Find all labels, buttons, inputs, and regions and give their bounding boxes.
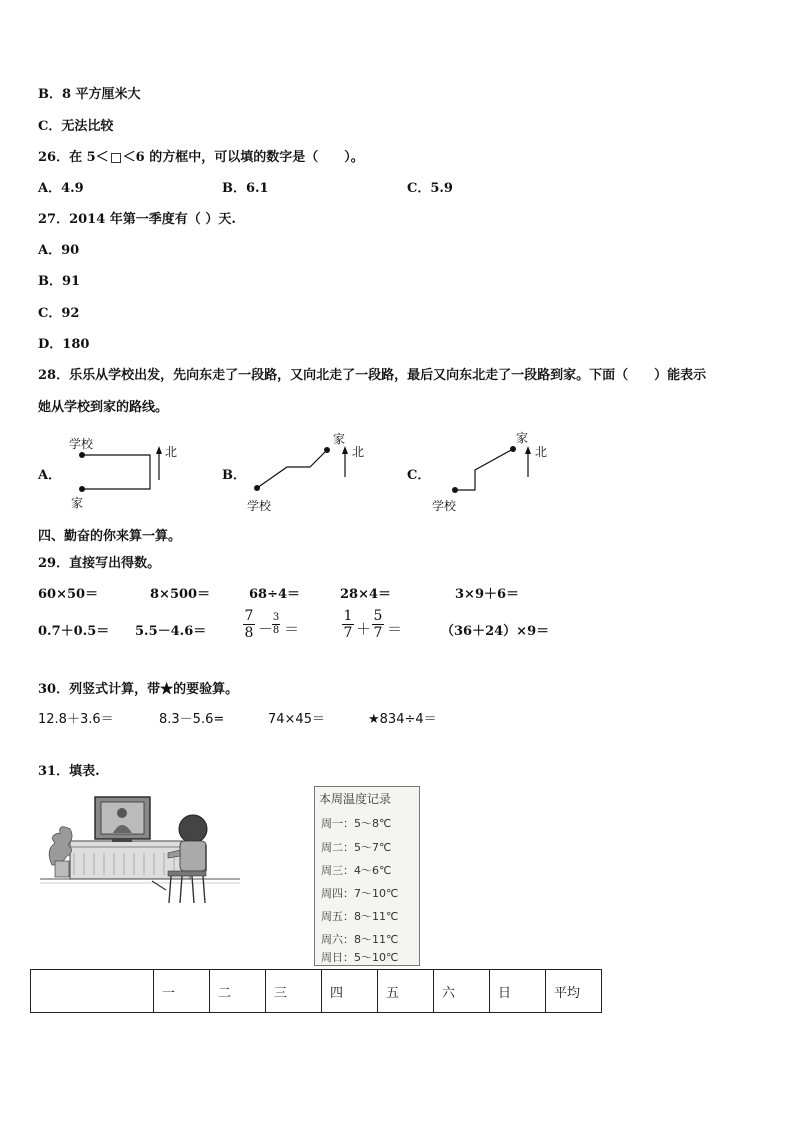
diagram-a-home: 家 bbox=[71, 496, 84, 510]
q28-label-b: B． bbox=[222, 468, 246, 483]
q27-option-a: A．90 bbox=[38, 243, 80, 258]
table-cell-blank[interactable] bbox=[31, 970, 154, 1013]
table-cell-wed: 三 bbox=[266, 970, 322, 1013]
table-cell-tue: 二 bbox=[210, 970, 266, 1013]
child-watching-tv-illustration bbox=[40, 795, 240, 910]
table-cell-average: 平均 bbox=[546, 970, 602, 1013]
temperature-record-card bbox=[314, 786, 420, 966]
diagram-b-north: 北 bbox=[352, 445, 365, 459]
q29-item-10: （36＋24）×9＝ bbox=[441, 624, 550, 639]
fraction-3-8: 3 8 bbox=[272, 612, 280, 636]
q29-stem: 29．直接写出得数。 bbox=[38, 556, 161, 571]
q27-option-c: C．92 bbox=[38, 306, 80, 321]
q28-label-c: C． bbox=[407, 468, 431, 483]
blank-box bbox=[111, 153, 121, 163]
q28-stem-line1: 28．乐乐从学校出发，先向东走了一段路，又向北走了一段路，最后又向东北走了一段路到家。下面（ ）能表示 bbox=[38, 368, 707, 383]
q26-option-b: B．6.1 bbox=[222, 181, 269, 196]
diagram-c-school: 学校 bbox=[432, 499, 457, 513]
q29-item-5: 3×9＋6＝ bbox=[455, 587, 520, 602]
fraction-1-7: 1 7 bbox=[343, 608, 353, 641]
record-row-mon: 周一：5～8℃ bbox=[321, 817, 392, 830]
record-row-tue: 周二：5～7℃ bbox=[321, 841, 392, 854]
temperature-table bbox=[30, 969, 602, 1013]
q26-option-a: A．4.9 bbox=[38, 181, 84, 196]
q29-item-7: 5.5－4.6＝ bbox=[135, 624, 207, 639]
q29-item-6: 0.7＋0.5＝ bbox=[38, 624, 110, 639]
diagram-a-school: 学校 bbox=[69, 437, 94, 451]
fraction-7-8: 7 8 bbox=[244, 608, 254, 641]
q28-stem-line2: 她从学校到家的路线。 bbox=[38, 400, 169, 415]
table-cell-sun: 日 bbox=[490, 970, 546, 1013]
q26-option-c: C．5.9 bbox=[407, 181, 453, 196]
plus-sign: ＋ bbox=[356, 620, 372, 638]
diagram-b-home: 家 bbox=[333, 432, 346, 446]
q31-stem: 31．填表. bbox=[38, 764, 100, 779]
fraction-5-7: 5 7 bbox=[373, 608, 383, 641]
record-row-wed: 周三：4～6℃ bbox=[321, 864, 392, 877]
q26-stem-end: ＜6 的方框中，可以填的数字是（ ）。 bbox=[122, 150, 364, 165]
record-row-sun: 周日：5～10℃ bbox=[321, 951, 399, 964]
record-row-fri: 周五：8～11℃ bbox=[321, 910, 399, 923]
q25-option-b: B．8 平方厘米大 bbox=[38, 87, 141, 102]
diagram-c-home: 家 bbox=[516, 431, 529, 445]
q30-item-3: 74×45＝ bbox=[268, 712, 325, 727]
q26-stem-start: 26．在 5＜ bbox=[38, 150, 109, 165]
table-cell-thu: 四 bbox=[322, 970, 378, 1013]
table-cell-mon: 一 bbox=[154, 970, 210, 1013]
record-row-sat: 周六：8～11℃ bbox=[321, 933, 399, 946]
table-cell-sat: 六 bbox=[434, 970, 490, 1013]
table-cell-fri: 五 bbox=[378, 970, 434, 1013]
q29-item-3: 68÷4＝ bbox=[249, 587, 301, 602]
q27-option-b: B．91 bbox=[38, 274, 81, 289]
q29-item-2: 8×500＝ bbox=[150, 587, 211, 602]
q30-item-2: 8.3－5.6= bbox=[159, 712, 225, 727]
q30-item-4: ★834÷4＝ bbox=[368, 712, 437, 727]
diagram-c-north: 北 bbox=[535, 445, 548, 459]
section-4-heading: 四、勤奋的你来算一算。 bbox=[38, 529, 182, 544]
diagram-b-school: 学校 bbox=[247, 499, 272, 513]
table-row bbox=[31, 970, 602, 1013]
q25-option-c: C．无法比较 bbox=[38, 119, 114, 134]
q27-stem: 27．2014 年第一季度有（ ）天. bbox=[38, 212, 236, 227]
record-row-thu: 周四：7～10℃ bbox=[321, 887, 399, 900]
q30-stem: 30．列竖式计算，带★的要验算。 bbox=[38, 682, 239, 697]
q28-label-a: A． bbox=[38, 468, 62, 483]
q30-item-1: 12.8＋3.6＝ bbox=[38, 712, 114, 727]
diagram-a-north: 北 bbox=[165, 445, 178, 459]
q29-item-4: 28×4＝ bbox=[340, 587, 392, 602]
q29-item-1: 60×50＝ bbox=[38, 587, 99, 602]
equals-sign-2: ＝ bbox=[387, 620, 403, 638]
equals-sign-1: ＝ bbox=[284, 620, 300, 638]
minus-sign: － bbox=[258, 620, 274, 638]
q27-option-d: D．180 bbox=[38, 337, 90, 352]
record-title: 本周温度记录 bbox=[319, 792, 392, 806]
q26-stem bbox=[38, 146, 364, 165]
